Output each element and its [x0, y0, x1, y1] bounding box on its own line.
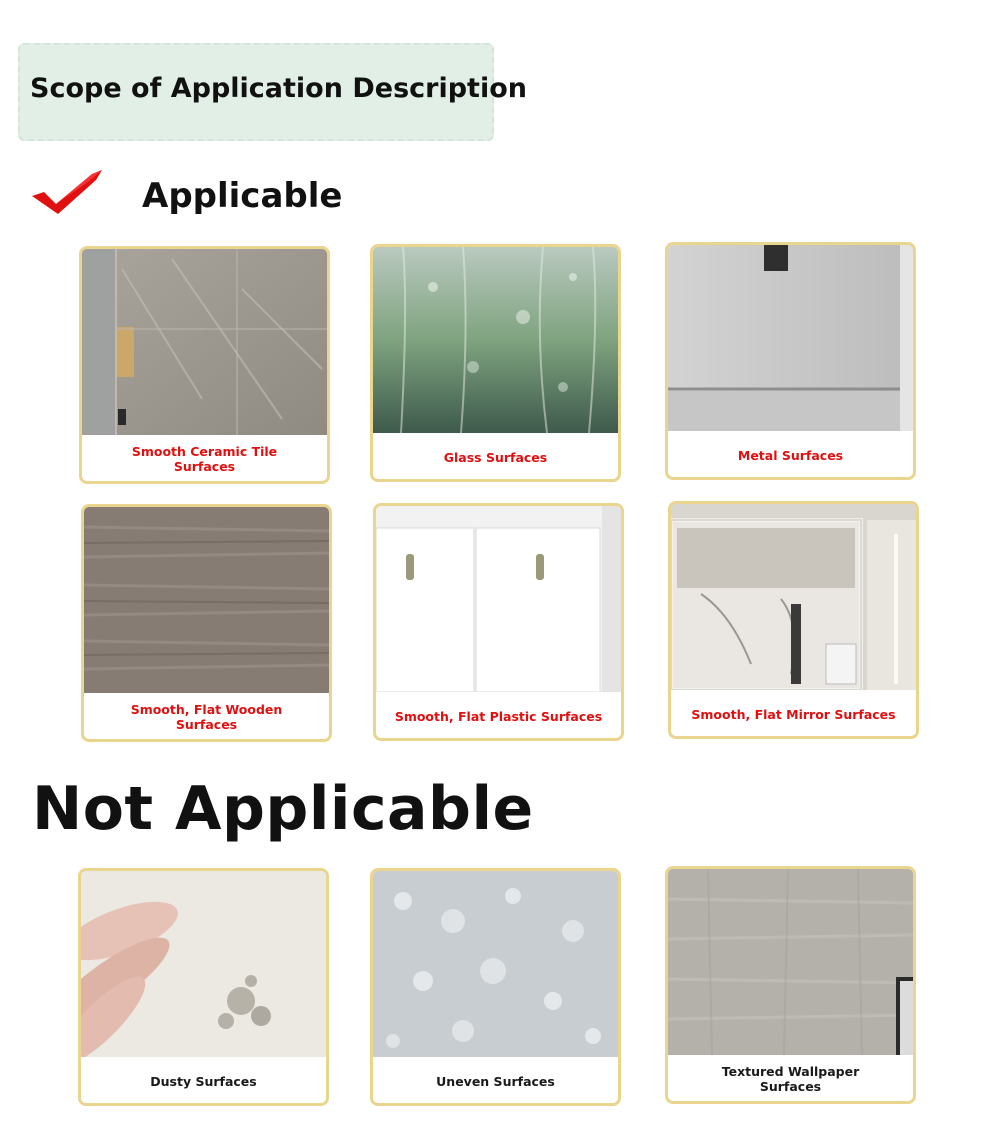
- card-caption: Smooth, Flat Wooden Surfaces: [130, 702, 283, 732]
- card-caption: Smooth, Flat Plastic Surfaces: [394, 708, 603, 724]
- card-plastic: [373, 503, 624, 741]
- ceramic-tile-image: [82, 249, 327, 435]
- not-applicable-heading: Not Applicable: [32, 774, 534, 844]
- applicable-heading: Applicable: [142, 176, 343, 216]
- page-title: Scope of Application Description: [30, 73, 527, 104]
- card-mirror: [668, 501, 919, 739]
- card-glass: [370, 244, 621, 482]
- section-header: [18, 43, 527, 141]
- mirror-image: [671, 504, 916, 690]
- card-caption: Textured Wallpaper Surfaces: [721, 1064, 860, 1094]
- card-caption: Uneven Surfaces: [436, 1073, 555, 1089]
- card-uneven: [370, 868, 621, 1106]
- wooden-image: [84, 507, 329, 693]
- card-dusty: [78, 868, 329, 1106]
- uneven-image: [373, 871, 618, 1057]
- card-caption: Dusty Surfaces: [150, 1073, 257, 1089]
- check-mark-icon: [30, 168, 106, 218]
- card-wooden: [81, 504, 332, 742]
- card-ceramic-tile: [79, 246, 330, 484]
- card-wallpaper: [665, 866, 916, 1104]
- card-caption: Glass Surfaces: [443, 449, 548, 465]
- glass-image: [373, 247, 618, 433]
- wallpaper-image: [668, 869, 913, 1055]
- card-caption: Smooth Ceramic Tile Surfaces: [131, 444, 278, 474]
- card-metal: [665, 242, 916, 480]
- metal-image: [668, 245, 913, 431]
- card-caption: Smooth, Flat Mirror Surfaces: [691, 706, 896, 722]
- dusty-image: [81, 871, 326, 1057]
- card-caption: Metal Surfaces: [737, 447, 844, 463]
- plastic-image: [376, 506, 621, 692]
